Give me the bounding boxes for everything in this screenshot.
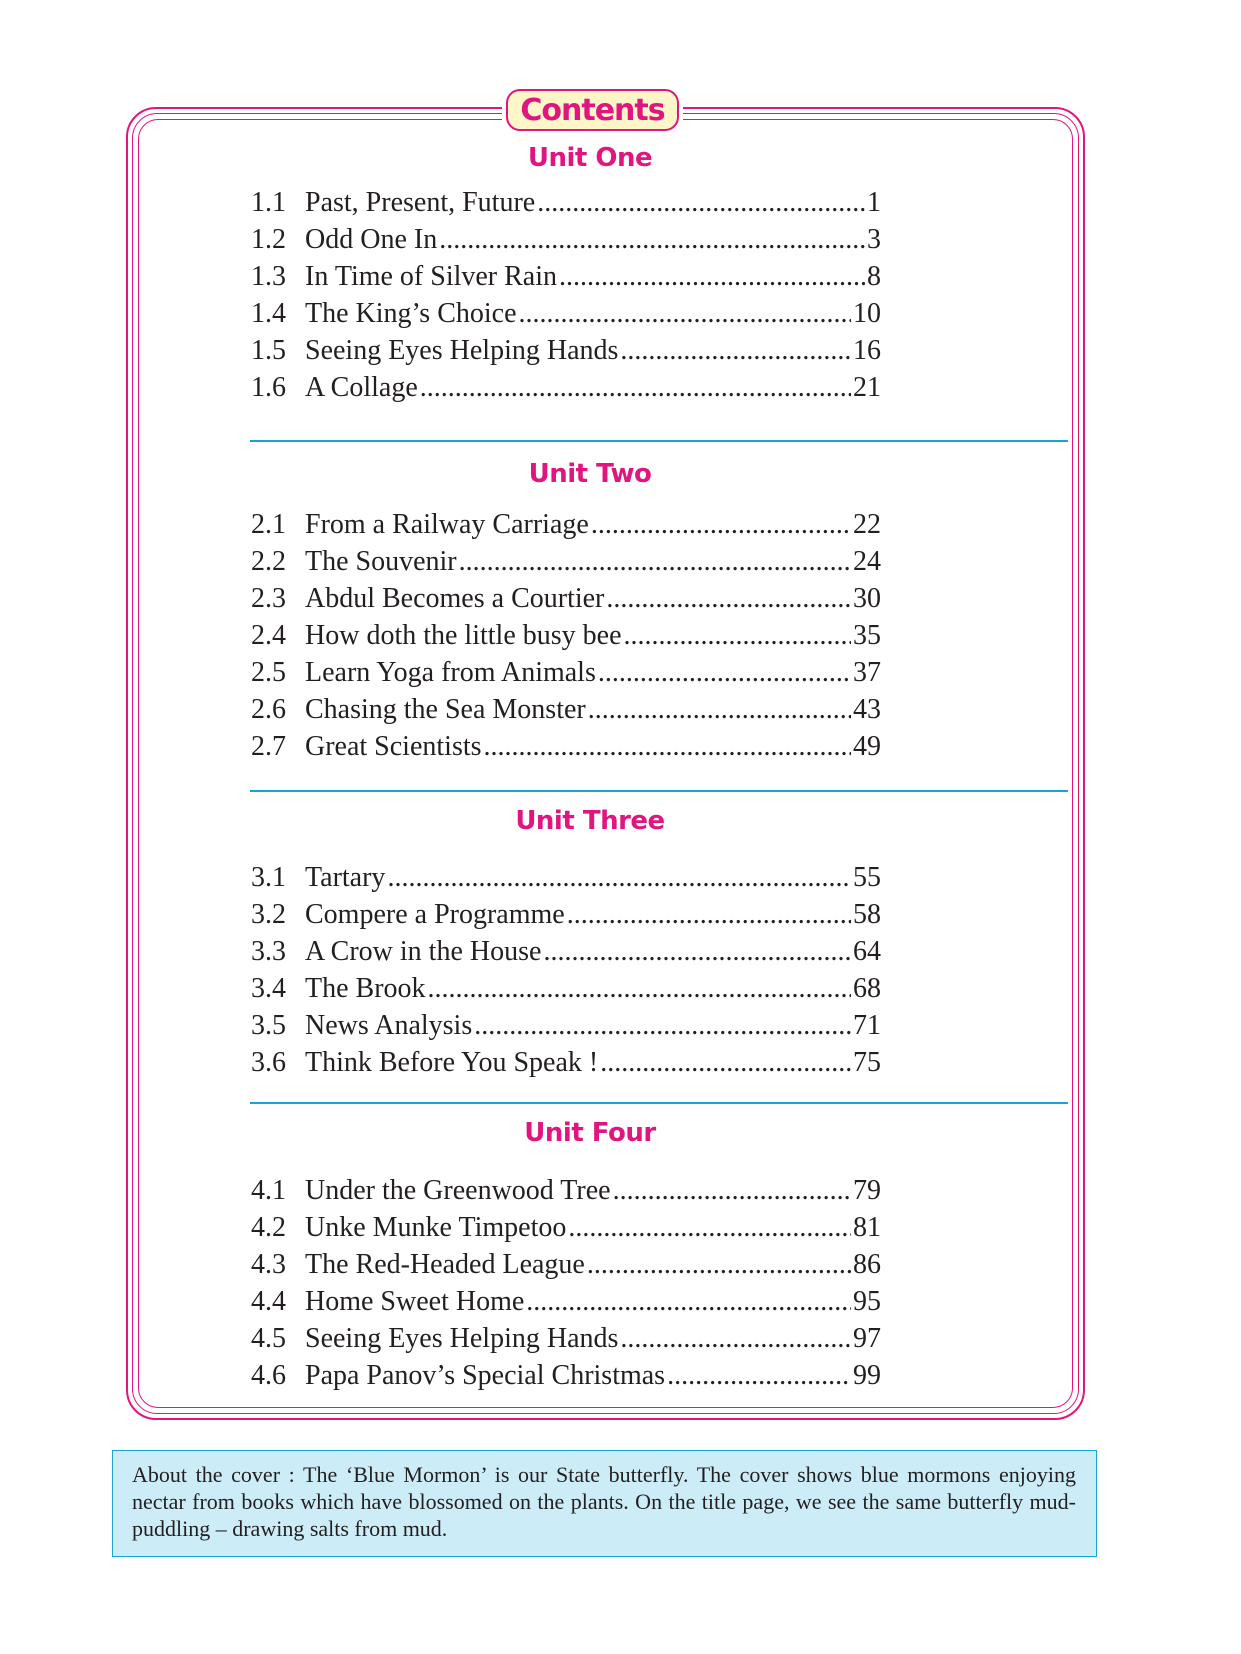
toc-entry[interactable]: 2.5 Learn Yoga from Animals ..... 37 — [251, 657, 881, 694]
toc-entry[interactable]: 1.6 A Collage ..... 21 — [251, 372, 881, 409]
toc-entry[interactable]: 1.4 The King’s Choice ..... 10 — [251, 298, 881, 335]
cover-note-box — [112, 1450, 1097, 1557]
unit-heading-two: Unit Two — [528, 459, 652, 489]
toc-entry[interactable]: 2.4 How doth the little busy bee ..... 35 — [251, 620, 881, 657]
unit-one-entries — [251, 187, 881, 409]
unit-two-entries — [251, 509, 881, 768]
toc-entry[interactable]: 2.6 Chasing the Sea Monster ..... 43 — [251, 694, 881, 731]
toc-entry[interactable]: 3.5 News Analysis ..... 71 — [251, 1010, 881, 1047]
toc-entry[interactable]: 3.3 A Crow in the House ..... 64 — [251, 936, 881, 973]
unit-heading-four: Unit Four — [524, 1118, 656, 1148]
unit-divider — [250, 440, 1068, 442]
toc-entry[interactable]: 1.3 In Time of Silver Rain ..... 8 — [251, 261, 881, 298]
unit-three-entries — [251, 862, 881, 1084]
toc-entry[interactable]: 2.3 Abdul Becomes a Courtier ..... 30 — [251, 583, 881, 620]
toc-entry[interactable]: 2.7 Great Scientists ..... 49 — [251, 731, 881, 768]
toc-entry[interactable]: 2.2 The Souvenir ..... 24 — [251, 546, 881, 583]
contents-title-box — [502, 86, 683, 134]
toc-entry[interactable]: 4.4 Home Sweet Home ..... 95 — [251, 1286, 881, 1323]
toc-entry[interactable]: 4.5 Seeing Eyes Helping Hands ..... 97 — [251, 1323, 881, 1360]
cover-note-text: About the cover : The ‘Blue Mormon’ is our State butterfly. The cover shows blue mormons enjoying nectar from books which have blossomed on the plants. On the title page, we see the same butterfly mud-puddling – drawing salts from mud. — [132, 1462, 1076, 1541]
toc-entry[interactable]: 4.3 The Red-Headed League ..... 86 — [251, 1249, 881, 1286]
toc-entry[interactable]: 4.6 Papa Panov’s Special Christmas ..... 99 — [251, 1360, 881, 1397]
toc-entry[interactable]: 3.2 Compere a Programme ..... 58 — [251, 899, 881, 936]
toc-entry[interactable]: 4.1 Under the Greenwood Tree ..... 79 — [251, 1175, 881, 1212]
toc-entry[interactable]: 3.6 Think Before You Speak ! ..... 75 — [251, 1047, 881, 1084]
unit-divider — [250, 1102, 1068, 1104]
toc-entry[interactable]: 3.4 The Brook ..... 68 — [251, 973, 881, 1010]
unit-four-entries — [251, 1175, 881, 1397]
toc-entry[interactable]: 1.2 Odd One In ..... 3 — [251, 224, 881, 261]
page-title: Contents — [506, 89, 679, 131]
unit-heading-three: Unit Three — [515, 806, 665, 836]
toc-entry[interactable]: 1.5 Seeing Eyes Helping Hands ..... 16 — [251, 335, 881, 372]
toc-entry[interactable]: 2.1 From a Railway Carriage ..... 22 — [251, 509, 881, 546]
toc-entry[interactable]: 4.2 Unke Munke Timpetoo ..... 81 — [251, 1212, 881, 1249]
unit-heading-one: Unit One — [527, 143, 653, 173]
toc-entry[interactable]: 1.1 Past, Present, Future ..... 1 — [251, 187, 881, 224]
unit-divider — [250, 790, 1068, 792]
toc-entry[interactable]: 3.1 Tartary ..... 55 — [251, 862, 881, 899]
